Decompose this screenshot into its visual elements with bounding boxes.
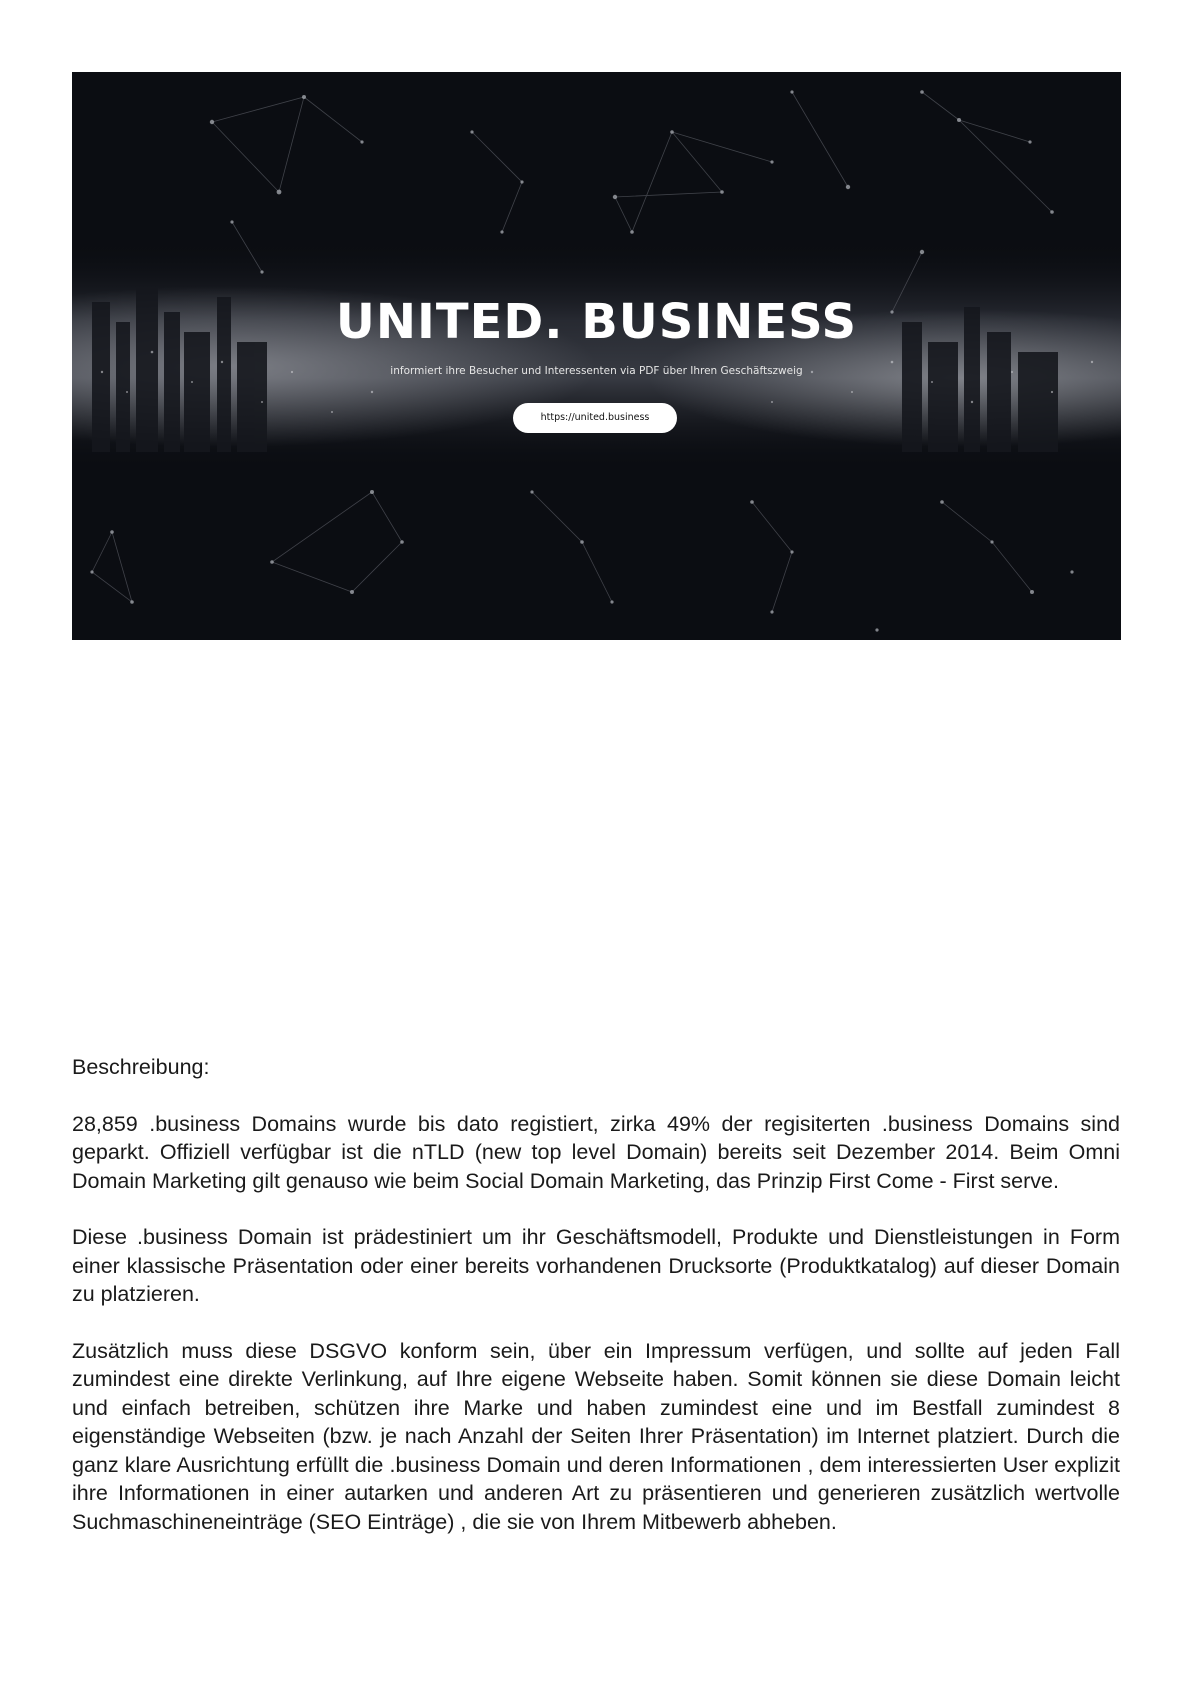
description-heading: Beschreibung: xyxy=(72,1055,210,1079)
city-network-background xyxy=(72,72,1121,640)
description-paragraph-2: Diese .business Domain ist prädestiniert um ihr Geschäftsmodell, Produkte und Dienstleistungen in Form einer klassische Präsentation oder einer bereits vorhandenen Drucksorte (Produktkatalog) auf dieser Domain zu platzieren. xyxy=(72,1225,1120,1306)
description-section xyxy=(72,1053,1120,1564)
url-button[interactable]: https://united.business xyxy=(513,403,677,433)
hero-subtitle: informiert ihre Besucher und Interessenten via PDF über Ihren Geschäftszweig xyxy=(390,365,803,377)
description-paragraph-3: Zusätzlich muss diese DSGVO konform sein, über ein Impressum verfügen, und sollte auf jeden Fall zumindest eine direkte Verlinkung, auf Ihre eigene Webseite haben. Somit können sie diese Domain leicht und einfach betreiben, schützen ihre Marke und haben zumindest eine und im Bestfall zumindest 8 eigenständige Webseiten (bzw. je nach Anzahl der Seiten Ihrer Präsentation) im Internet platziert. Durch die ganz klare Ausrichtung erfüllt die .business Domain und deren Informationen , dem interessierten User explizit ihre Informationen in einer autarken und anderen Art zu präsentieren und generieren zusätzlich wertvolle Suchmaschineneinträge (SEO Einträge) , die sie von Ihrem Mitbewerb abheben. xyxy=(72,1338,1120,1534)
hero-banner xyxy=(72,72,1121,640)
hero-title: UNITED. BUSINESS xyxy=(335,294,858,350)
description-paragraph-1: 28,859 .business Domains wurde bis dato registiert, zirka 49% der regisiterten .business Domains sind geparkt. Offiziell verfügbar ist die nTLD (new top level Domain) bereits seit Dezember 2014. Beim Omni Domain Marketing gilt genauso wie beim Social Domain Marketing, das Prinzip First Come - First serve. xyxy=(72,1111,1120,1193)
